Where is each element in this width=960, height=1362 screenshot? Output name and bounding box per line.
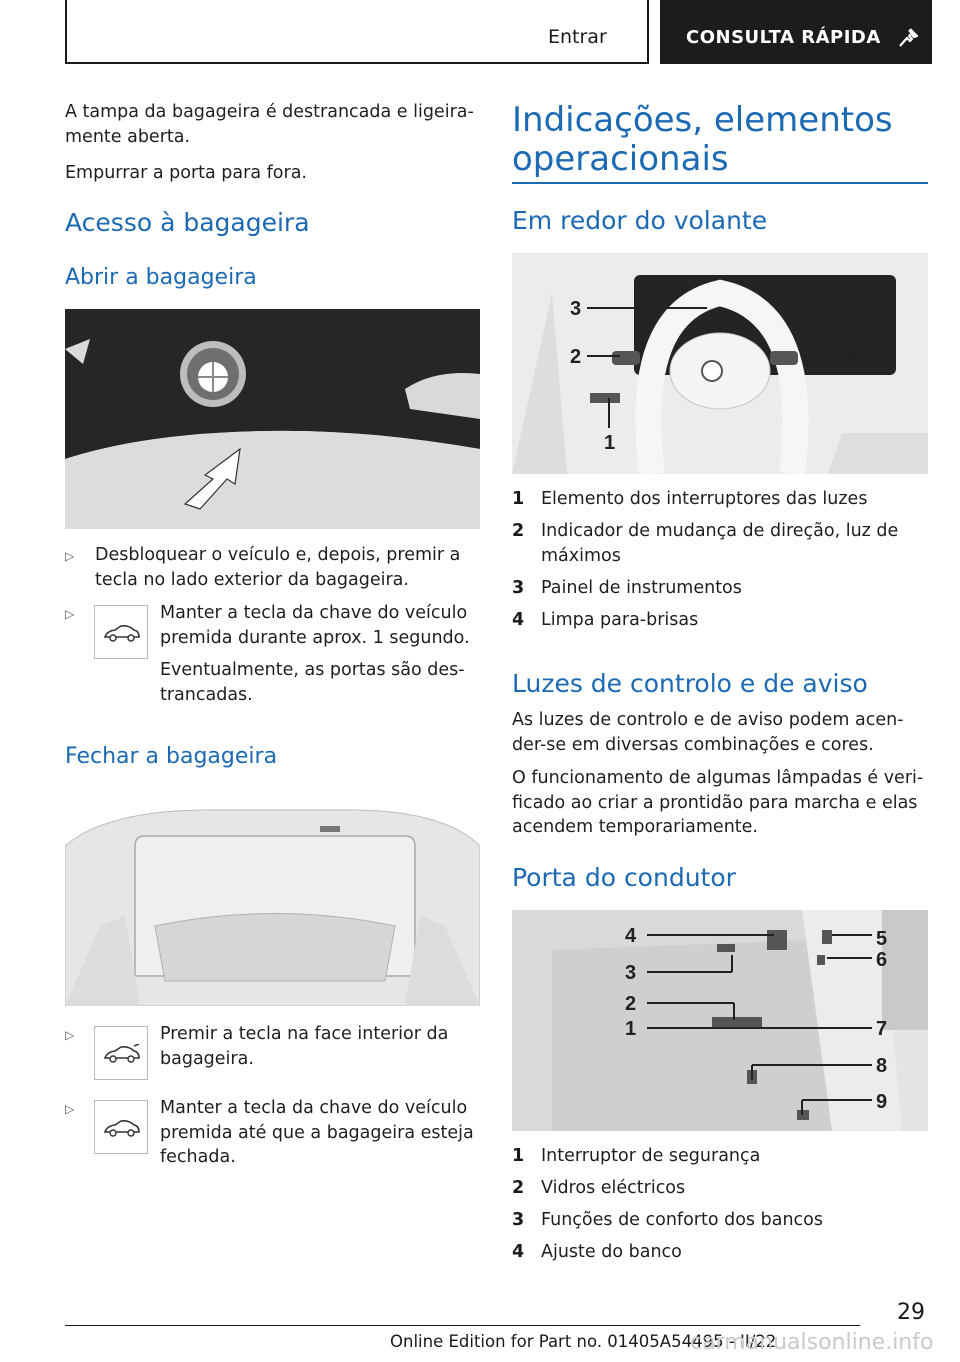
- bullet-marker: ▷: [65, 1102, 75, 1116]
- door-item-text: Vidros eléctricos: [541, 1178, 686, 1198]
- watermark: carmanualsonline.info: [690, 1330, 934, 1355]
- steering-item-number: 2: [512, 521, 525, 541]
- page-number: 29: [897, 1300, 925, 1325]
- door-callout-6: 6: [876, 949, 888, 971]
- steering-item-text: Indicador de mudança de direção, luz de máximos: [541, 521, 899, 566]
- quick-reference-tab-label: CONSULTA RÁPIDA: [686, 27, 881, 48]
- lights-paragraph-1: As luzes de controlo e de aviso podem acen-der-se em diversas combinações e cores.: [512, 710, 904, 755]
- door-item-text: Interruptor de segurança: [541, 1146, 761, 1166]
- quick-reference-icon: [896, 26, 920, 50]
- steering-item-number: 3: [512, 578, 525, 598]
- door-callout-4: 4: [625, 925, 637, 947]
- intro-paragraph-1: A tampa da bagageira é destrancada e ligeira-mente aberta.: [65, 102, 474, 147]
- bullet-marker: ▷: [65, 549, 75, 563]
- door-item-number: 1: [512, 1146, 525, 1166]
- header-section-title: Entrar: [548, 26, 607, 48]
- door-callout-1: 1: [625, 1018, 637, 1040]
- header-divider: [647, 0, 649, 64]
- close-step-1: Premir a tecla na face interior da bagageira.: [160, 1024, 449, 1069]
- steering-item-text: Limpa para-brisas: [541, 610, 699, 630]
- steering-callout-2: 2: [570, 346, 582, 368]
- door-callout-3: 3: [625, 962, 637, 984]
- heading-control-warning-lights: Luzes de controlo e de aviso: [512, 669, 868, 698]
- header-left-rule: [65, 0, 67, 64]
- quick-reference-tab[interactable]: [660, 0, 932, 64]
- door-item-number: 3: [512, 1210, 525, 1230]
- steering-item-number: 4: [512, 610, 525, 630]
- heading-open-trunk: Abrir a bagageira: [65, 265, 257, 290]
- heading-trunk-access: Acesso à bagageira: [65, 208, 310, 237]
- bullet-marker: ▷: [65, 1028, 75, 1042]
- open-step-2: Manter a tecla da chave do veículo premida durante aprox. 1 segundo.: [160, 603, 470, 648]
- steering-item-text: Painel de instrumentos: [541, 578, 742, 598]
- door-callout-5: 5: [876, 928, 888, 950]
- door-callout-2: 2: [625, 993, 637, 1015]
- footer-rule: [65, 1325, 860, 1326]
- open-step-2-note-text: Eventualmente, as portas são des-trancadas.: [160, 660, 465, 705]
- steering-callout-1: 1: [604, 432, 616, 454]
- door-callout-9: 9: [876, 1091, 888, 1113]
- header-bottom-rule: [65, 62, 649, 64]
- heading-indications-controls: Indicações, elementos operacionais: [512, 100, 893, 179]
- door-item-number: 4: [512, 1242, 525, 1262]
- door-item-text: Funções de conforto dos bancos: [541, 1210, 823, 1230]
- bullet-marker: ▷: [65, 607, 75, 621]
- edition-info: Online Edition for Part no. 01405A54495 - II/22: [390, 1332, 777, 1351]
- door-callout-8: 8: [876, 1055, 888, 1077]
- car-trunk-key-icon: [94, 605, 148, 659]
- intro-paragraph-2: Empurrar a porta para fora.: [65, 163, 307, 183]
- open-step-1: Desbloquear o veículo e, depois, premir a tecla no lado exterior da bagageira.: [95, 545, 461, 590]
- trunk-exterior-illustration: [65, 309, 480, 529]
- steering-item-text: Elemento dos interruptores das luzes: [541, 489, 868, 509]
- trunk-interior-illustration: [65, 806, 480, 1006]
- steering-callout-3: 3: [570, 298, 582, 320]
- open-step-2-note: [160, 658, 480, 707]
- heading-driver-door: Porta do condutor: [512, 863, 736, 892]
- steering-item-number: 1: [512, 489, 525, 509]
- car-trunk-key-icon: [94, 1100, 148, 1154]
- lights-paragraph-2: O funcionamento de algumas lâmpadas é veri-ficado ao criar a prontidão para marcha e elas acendem temporariamente.: [512, 768, 924, 837]
- door-callout-7: 7: [876, 1018, 888, 1040]
- door-item-text: Ajuste do banco: [541, 1242, 682, 1262]
- steering-callout-4: 4: [848, 346, 860, 368]
- trunk-inner-button-icon: [94, 1026, 148, 1080]
- close-step-2: Manter a tecla da chave do veículo premida até que a bagageira esteja fechada.: [160, 1098, 474, 1167]
- steering-wheel-illustration: [512, 253, 928, 474]
- heading-close-trunk: Fechar a bagageira: [65, 744, 278, 769]
- heading-around-steering-wheel: Em redor do volante: [512, 206, 768, 235]
- driver-door-illustration: [512, 910, 928, 1131]
- heading-underline: [512, 182, 928, 184]
- door-item-number: 2: [512, 1178, 525, 1198]
